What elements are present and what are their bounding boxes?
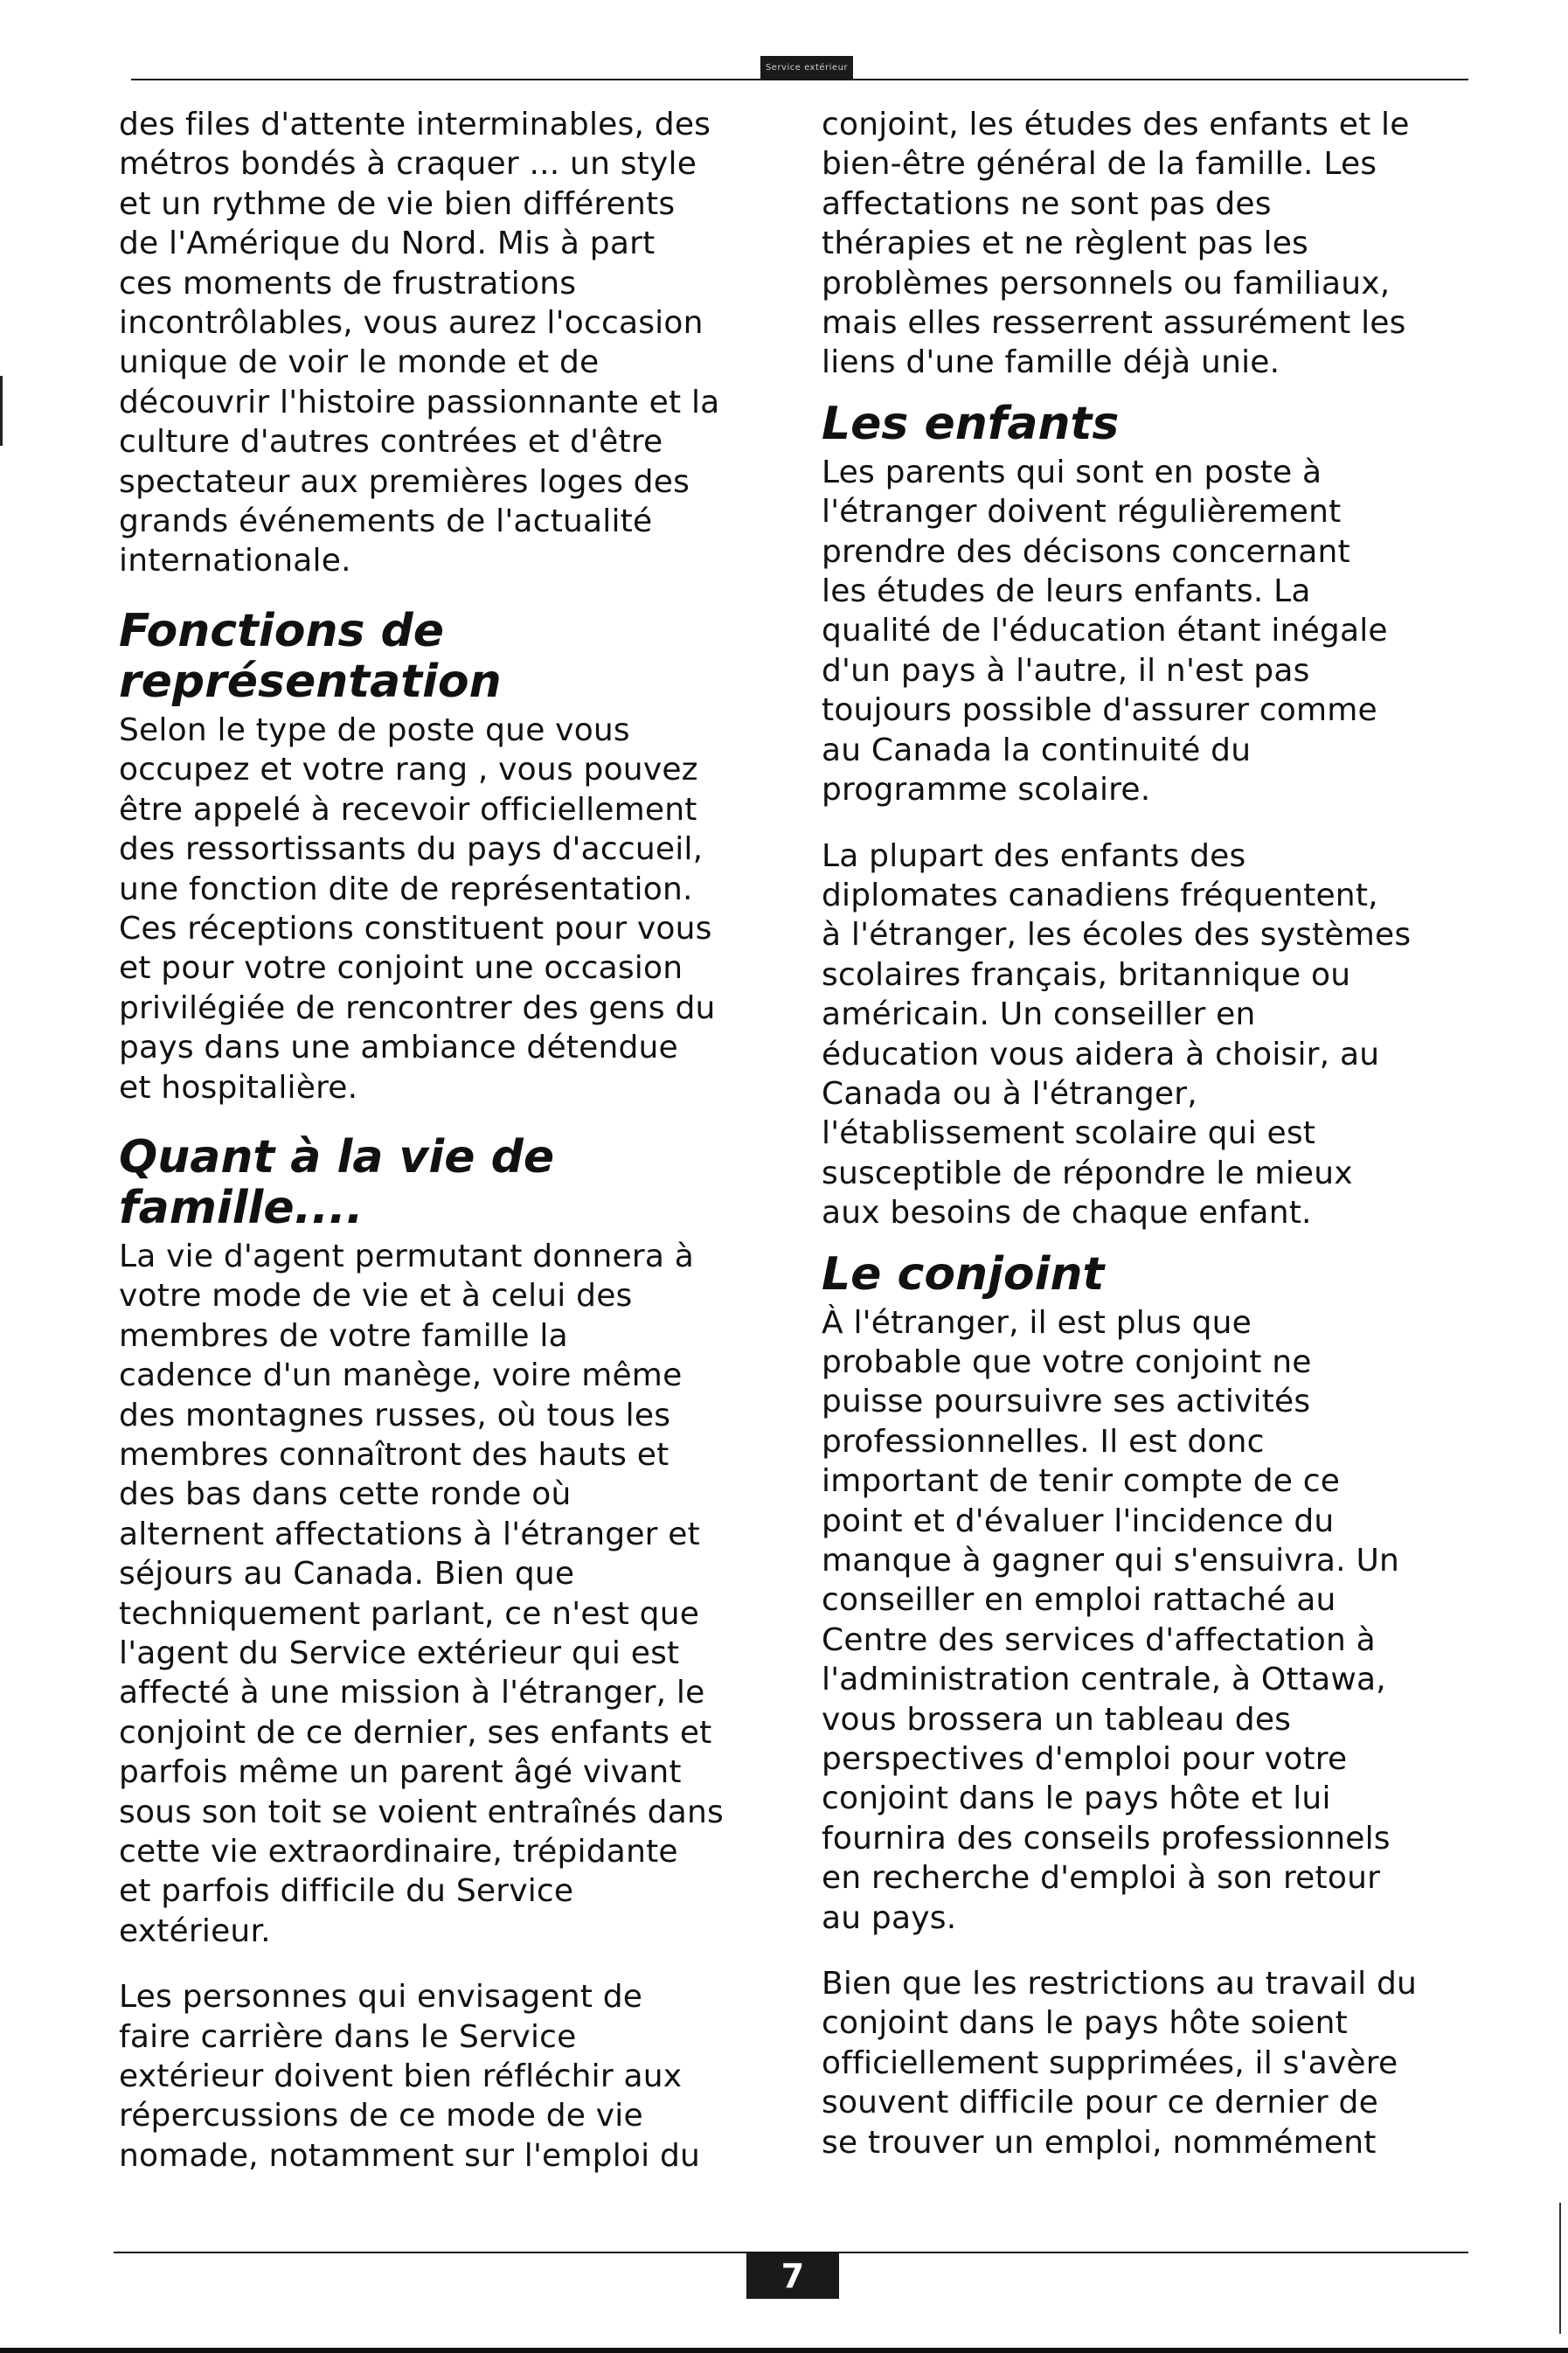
page-number: 7 [746,2253,839,2299]
section-body-enfants-2: La plupart des enfants des diplomates canadiens fréquentent, à l'étranger, les écoles des systèmes scolaires français, britannique ou américain. Un conseiller en éducation vous aidera à choisir, au Canada ou à l'étranger, l'établissement scolaire qui est susceptible de répondre le mieux aux besoins de chaque enfant. [822,837,1412,1232]
header-tab: Service extérieur [760,56,853,80]
left-column [119,105,801,2176]
continued-paragraph: conjoint, les études des enfants et le bien-être général de la famille. Les affectations ne sont pas des thérapies et ne règlent pas les problèmes personnels ou familiaux, mais elles resserrent assurément les liens d'une famille déjà unie. [822,107,1410,381]
scan-edge-right [1559,2203,1561,2334]
scan-edge-left [0,376,3,446]
section-body-conjoint-2: Bien que les restrictions au travail du conjoint dans le pays hôte soient officiellement supprimées, il s'avère souvent difficile pour ce dernier de se trouver un emploi, nommément [822,1966,1418,2161]
section-title-fonctions: Fonctions de représentation [119,604,502,708]
section-body-enfants-1: Les parents qui sont en poste à l'étranger doivent régulièrement prendre des décisons concernant les études de leurs enfants. La qualité de l'éducation étant inégale d'un pays à l'autre, il n'est pas toujours possible d'assurer comme au Canada la continuité du programme scolaire. [822,454,1388,809]
intro-paragraph: des files d'attente interminables, des métros bondés à craquer ... un style et un rythme de vie bien différents de l'Amérique du Nord. Mis à part ces moments de frustrations incontrôlables, vous aurez l'occasion unique de voir le monde et de découvrir l'histoire passionnante et la culture d'autres contrées et d'être spectateur aux premières loges des grands événements de l'actualité internationale. [119,107,720,580]
section-body-famille-1: La vie d'agent permutant donnera à votre mode de vie et à celui des membres de votre famille la cadence d'un manège, voire même des montagnes russes, où tous les membres connaîtront des hauts et des bas dans cette ronde où alternent affectations à l'étranger et séjours au Canada. Bien que techniquement parlant, ce n'est que l'agent du Service extérieur qui est affecté à une mission à l'étranger, le conjoint de ce dernier, ses enfants et parfois même un parent âgé vivant sous son toit se voient entraînés dans cette vie extraordinaire, trépidante et parfois difficile du Service extérieur. [119,1238,724,1949]
right-column [822,105,1503,2162]
section-body-famille-2: Les personnes qui envisagent de faire carrière dans le Service extérieur doivent bien réfléchir aux répercussions de ce mode de vie nomade, notamment sur l'emploi du [119,1979,701,2174]
section-title-enfants: Les enfants [822,397,1120,450]
section-title-famille: Quant à la vie de famille.... [119,1130,555,1234]
section-title-conjoint: Le conjoint [822,1247,1105,1301]
scan-edge-bottom [0,2348,1568,2353]
section-body-fonctions: Selon le type de poste que vous occupez et votre rang , vous pouvez être appelé à recevoir officiellement des ressortissants du pays d'accueil, une fonction dite de représentation. Ces réceptions constituent pour vous et pour votre conjoint une occasion privilégiée de rencontrer des gens du pays dans une ambiance détendue et hospitalière. [119,711,716,1106]
section-body-conjoint-1: À l'étranger, il est plus que probable que votre conjoint ne puisse poursuivre ses activités professionnelles. Il est donc important de tenir compte de ce point et d'évaluer l'incidence du manque à gagner qui s'ensuivra. Un conseiller en emploi rattaché au Centre des services d'affectation à l'administration centrale, à Ottawa, vous brossera un tableau des perspectives d'emploi pour votre conjoint dans le pays hôte et lui fournira des conseils professionnels en recherche d'emploi à son retour au pays. [822,1304,1400,1936]
